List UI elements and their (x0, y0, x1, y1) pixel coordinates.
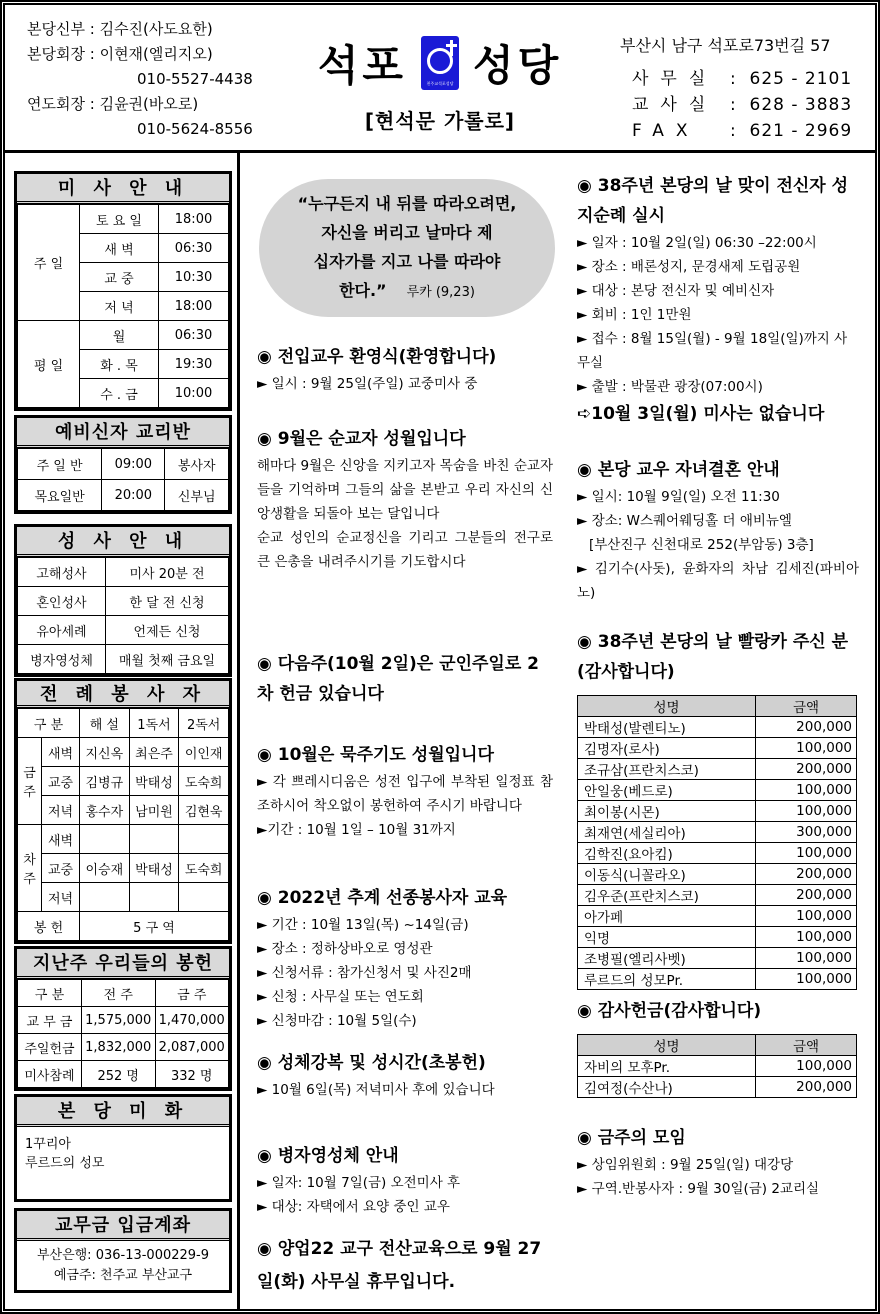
section-title: ◉ 금주의 모임 (577, 1128, 686, 1148)
section-title: ◉ 9월은 순교자 성월입니다 (257, 429, 466, 449)
flowers-title: 본 당 미 화 (17, 1097, 229, 1127)
donor-name: 이동식(니꼴라오) (578, 864, 756, 885)
section-welcome (257, 342, 553, 396)
church-logo-icon: 천주교석포성당 (421, 36, 459, 90)
address: 부산시 남구 석포로73번길 57 (620, 36, 831, 55)
section-thanks-offering (577, 996, 859, 1098)
section-line: ► 대상 : 본당 전신자 및 예비신자 (577, 283, 775, 299)
table-row (578, 1056, 857, 1077)
mass-time: 18:00 (159, 205, 229, 234)
mass-slot: 저녁 (42, 796, 80, 825)
mass-schedule-box (14, 171, 232, 411)
table-row (578, 906, 857, 927)
section-line: ► 일자 : 10월 2일(일) 06:30 –22:00시 (577, 235, 817, 251)
quote-reference: 루카 (9,23) (406, 285, 475, 300)
offering-curr: 1,470,000 (155, 1007, 229, 1034)
mass-schedule-title: 미 사 안 내 (17, 174, 229, 204)
catechumen-title: 예비신자 교리반 (17, 418, 229, 448)
donor-amount: 200,000 (756, 885, 857, 906)
col-header: 전 주 (82, 980, 156, 1007)
sacrament-info: 매월 첫째 금요일 (106, 645, 229, 674)
section-line: ► 일시 : 9월 25일(주일) 교중미사 중 (257, 376, 478, 392)
quote-line: 한다.” (339, 281, 387, 300)
section-line: 해마다 9월은 신앙을 지키고자 목숨을 바친 순교자들을 기억하며 그들의 삶을 본받고 우리 자신의 신앙생활을 되돌아 보는 달입니다 (257, 458, 553, 522)
mass-slot: 새벽 (42, 738, 80, 767)
sacrament-name: 유아세례 (18, 616, 106, 645)
section-military-sunday (257, 649, 553, 709)
mass-slot: 교중 (42, 854, 80, 883)
section-title: ◉ 본당 교우 자녀결혼 안내 (577, 460, 780, 480)
donor-name: 김우준(프란치스코) (578, 885, 756, 906)
table-row (578, 948, 857, 969)
mass-name: 새 벽 (80, 234, 159, 263)
table-row (578, 801, 857, 822)
section-line: ► 신청마감 : 10월 5일(수) (257, 1013, 417, 1029)
section-funeral-training (257, 883, 553, 1033)
offerings-title: 지난주 우리들의 봉헌 (17, 949, 229, 979)
section-rosary-month (257, 740, 553, 842)
staff-memorial-phone: 010-5624-8556 (137, 120, 253, 138)
offerings-table (17, 979, 229, 1088)
quote-line: 자신을 버리고 날마다 제 (321, 223, 493, 242)
staff-president-phone: 010-5527-4438 (137, 70, 253, 88)
mass-name: 교 중 (80, 263, 159, 292)
section-line: ► 상임위원회 : 9월 25일(일) 대강당 (577, 1157, 794, 1173)
mass-time: 10:30 (159, 263, 229, 292)
bank-account: 부산은행: 036-13-000229-9 (36, 1248, 210, 1263)
table-row (578, 843, 857, 864)
flowers-line: 루르드의 성모 (25, 1156, 105, 1171)
mass-time: 10:00 (159, 379, 229, 408)
section-line: ► 10월 6일(목) 저녁미사 후에 있습니다 (257, 1082, 495, 1098)
class-name: 목요일반 (18, 480, 102, 511)
scripture-quote (259, 179, 555, 317)
section-pilgrimage (577, 171, 859, 429)
section-line: ► 일자: 10월 7일(금) 오전미사 후 (257, 1175, 461, 1191)
donor-amount: 100,000 (756, 801, 857, 822)
col-header: 1독서 (129, 709, 179, 738)
col-header: 구 분 (18, 709, 80, 738)
mass-slot: 새벽 (42, 825, 80, 854)
offering-prev: 1,832,000 (82, 1034, 156, 1061)
commentator (80, 883, 130, 912)
sacraments-table (17, 557, 229, 674)
section-line: ►기간 : 10월 1일 – 10월 31까지 (257, 822, 456, 838)
section-title: ◉ 전입교우 환영식(환영합니다) (257, 347, 497, 367)
section-title: ◉ 양업22 교구 전산교육으로 9월 27일(화) 사무실 휴무입니다. (257, 1239, 542, 1292)
liturgy-servers-table (17, 708, 229, 941)
weekday-label: 평 일 (18, 321, 80, 408)
table-row (578, 864, 857, 885)
offering-prev: 252 명 (82, 1061, 156, 1088)
this-week-label: 금주 (18, 738, 42, 825)
donor-name: 아가페 (578, 906, 756, 927)
account-box (14, 1208, 232, 1293)
staff-president: 본당회장 : 이현재(엘리지오) (27, 45, 213, 63)
mass-name: 화 . 목 (80, 350, 159, 379)
sacrament-info: 미사 20분 전 (106, 558, 229, 587)
reader-1 (129, 825, 179, 854)
section-title: ◉ 38주년 본당의 날 맞이 전신자 성지순례 실시 (577, 176, 849, 226)
mass-name: 토 요 일 (80, 205, 159, 234)
donor-name: 김학진(요아킴) (578, 843, 756, 864)
section-title: ◉ 다음주(10월 2일)은 군인주일로 2차 헌금 있습니다 (257, 654, 540, 704)
mass-time: 06:30 (159, 321, 229, 350)
col-header: 금 주 (155, 980, 229, 1007)
section-martyrs-month (257, 424, 553, 574)
section-title: ◉ 감사헌금(감사합니다) (577, 1001, 762, 1021)
section-line: ► 일시: 10월 9일(일) 오전 11:30 (577, 489, 780, 505)
mass-name: 수 . 금 (80, 379, 159, 408)
title-left: 석포 (317, 41, 407, 90)
section-donors (577, 627, 859, 990)
commentator (80, 825, 130, 854)
left-column (5, 153, 240, 1309)
table-row (578, 717, 857, 738)
reader-2: 도숙희 (179, 854, 229, 883)
mass-time: 06:30 (159, 234, 229, 263)
catechumen-table (17, 448, 229, 511)
sunday-label: 주 일 (18, 205, 80, 321)
donor-name: 김명자(로사) (578, 738, 756, 759)
contact-fax: FAX : 621 - 2969 (632, 121, 853, 141)
class-time: 20:00 (102, 480, 165, 511)
section-title: ◉ 2022년 추계 선종봉사자 교육 (257, 888, 508, 908)
staff-list (27, 17, 253, 142)
sacraments-title: 성 사 안 내 (17, 527, 229, 557)
sacrament-name: 혼인성사 (18, 587, 106, 616)
offering-curr: 332 명 (155, 1061, 229, 1088)
section-title: ◉ 38주년 본당의 날 빨랑카 주신 분(감사합니다) (577, 632, 849, 682)
class-teacher: 봉사자 (165, 449, 229, 480)
bulletin-header (5, 5, 875, 153)
col-header: 해 설 (80, 709, 130, 738)
church-title-block (305, 33, 575, 134)
middle-column (243, 153, 565, 1309)
col-header: 구 분 (18, 980, 82, 1007)
offering-label: 봉 헌 (18, 912, 80, 941)
reader-2 (179, 883, 229, 912)
offering-type: 미사참례 (18, 1061, 82, 1088)
sacrament-name: 고해성사 (18, 558, 106, 587)
section-line: ► 출발 : 박물관 광장(07:00시) (577, 379, 763, 395)
sacrament-info: 한 달 전 신청 (106, 587, 229, 616)
mass-name: 저 녁 (80, 292, 159, 321)
liturgy-servers-box (14, 678, 232, 944)
donor-name: 최이봉(시몬) (578, 801, 756, 822)
title-right: 성당 (473, 41, 563, 90)
section-line: 순교 성인의 순교정신을 기리고 그분들의 전구로 큰 은총을 내려주시기를 기도합시다 (257, 530, 553, 570)
donor-name: 최재연(세실리아) (578, 822, 756, 843)
section-title: ◉ 병자영성체 안내 (257, 1146, 399, 1166)
section-line: ► 구역.반봉사자 : 9월 30일(금) 2교리실 (577, 1181, 820, 1197)
liturgy-servers-title: 전 례 봉 사 자 (17, 681, 229, 708)
mass-time: 18:00 (159, 292, 229, 321)
donor-name: 루르드의 성모Pr. (578, 969, 756, 990)
reader-1: 박태성 (129, 854, 179, 883)
offering-curr: 2,087,000 (155, 1034, 229, 1061)
class-time: 09:00 (102, 449, 165, 480)
section-line: [부산진구 신천대로 252(부암동) 3층] (589, 537, 814, 553)
donor-amount: 100,000 (756, 927, 857, 948)
table-row (578, 885, 857, 906)
mass-slot: 저녁 (42, 883, 80, 912)
next-week-label: 차주 (18, 825, 42, 912)
contact-office: 사무실 : 625 - 2101 (632, 69, 853, 89)
class-teacher: 신부님 (165, 480, 229, 511)
reader-2: 도숙희 (179, 767, 229, 796)
commentator: 지신옥 (80, 738, 130, 767)
section-line: ► 각 쁘레시디움은 성전 입구에 부착된 일정표 참조하시어 착오없이 봉헌하여 주시기 바랍니다 (257, 774, 553, 814)
flowers-box (14, 1094, 232, 1202)
col-header: 금액 (756, 1035, 857, 1056)
table-row (578, 780, 857, 801)
no-mass-notice: ➪10월 3일(월) 미사는 없습니다 (577, 404, 825, 424)
class-name: 주 일 반 (18, 449, 102, 480)
offering-type: 교 무 금 (18, 1007, 82, 1034)
col-header: 성명 (578, 1035, 756, 1056)
donor-name: 안일웅(베드로) (578, 780, 756, 801)
section-line: ► 김기수(사돗), 윤화자의 차남 김세진(파비아노) (577, 561, 859, 601)
flowers-line: 1꾸리아 (25, 1137, 71, 1152)
offerings-box (14, 946, 232, 1091)
donor-name: 익명 (578, 927, 756, 948)
staff-pastor: 본당신부 : 김수진(사도요한) (27, 20, 213, 38)
commentator: 홍수자 (80, 796, 130, 825)
section-line: ► 대상: 자택에서 요양 중인 교우 (257, 1199, 450, 1215)
section-sick-communion (257, 1141, 553, 1219)
donor-name: 박태성(발렌티노) (578, 717, 756, 738)
donor-amount: 100,000 (756, 1056, 857, 1077)
section-benediction (257, 1048, 553, 1102)
section-wedding (577, 455, 859, 605)
thanks-table (577, 1034, 857, 1098)
section-line: ► 기간 : 10월 13일(목) ~14일(금) (257, 917, 469, 933)
table-row (578, 927, 857, 948)
catechumen-box (14, 415, 232, 514)
section-line: ► 장소 : 배론성지, 문경새제 도립공원 (577, 259, 801, 275)
mass-schedule-table (17, 204, 229, 408)
donor-amount: 100,000 (756, 906, 857, 927)
quote-line: “누구든지 내 뒤를 따라오려면, (297, 194, 517, 213)
donor-amount: 200,000 (756, 717, 857, 738)
account-holder: 예금주: 천주교 부산교구 (53, 1268, 193, 1283)
section-line: ► 장소 : 정하상바오로 영성관 (257, 941, 433, 957)
donor-amount: 100,000 (756, 780, 857, 801)
section-line: ► 신청 : 사무실 또는 연도회 (257, 989, 424, 1005)
section-line: ► 장소: W스퀘어웨딩홀 더 애비뉴엘 (577, 513, 792, 529)
section-office-closed (257, 1233, 553, 1299)
donor-amount: 200,000 (756, 759, 857, 780)
section-line: ► 접수 : 8월 15일(월) - 9월 18일(일)까지 사무실 (577, 331, 848, 371)
donor-amount: 100,000 (756, 948, 857, 969)
donor-name: 조병필(엘리사벳) (578, 948, 756, 969)
donors-table (577, 695, 857, 990)
section-title: ◉ 10월은 묵주기도 성월입니다 (257, 745, 494, 765)
right-column (565, 153, 870, 1309)
commentator: 이승재 (80, 854, 130, 883)
commentator: 김병규 (80, 767, 130, 796)
reader-2: 이인재 (179, 738, 229, 767)
col-header: 성명 (578, 696, 756, 717)
staff-memorial-president: 연도회장 : 김윤권(바오로) (27, 95, 199, 113)
mass-name: 월 (80, 321, 159, 350)
table-row (578, 969, 857, 990)
quote-line: 십자가를 지고 나를 따라야 (313, 252, 501, 271)
donor-name: 자비의 모후Pr. (578, 1056, 756, 1077)
section-weekly-meetings (577, 1123, 859, 1201)
mass-slot: 교중 (42, 767, 80, 796)
col-header: 2독서 (179, 709, 229, 738)
donor-amount: 200,000 (756, 1077, 857, 1098)
section-line: ► 회비 : 1인 1만원 (577, 307, 692, 323)
donor-name: 조규삼(프란치스코) (578, 759, 756, 780)
table-row (578, 738, 857, 759)
donor-name: 김여정(수산나) (578, 1077, 756, 1098)
sacrament-name: 병자영성체 (18, 645, 106, 674)
reader-1: 박태성 (129, 767, 179, 796)
account-title: 교무금 입금계좌 (17, 1211, 229, 1241)
donor-amount: 100,000 (756, 969, 857, 990)
offering-prev: 1,575,000 (82, 1007, 156, 1034)
reader-1: 최은주 (129, 738, 179, 767)
donor-amount: 300,000 (756, 822, 857, 843)
donor-amount: 100,000 (756, 738, 857, 759)
section-title: ◉ 성체강복 및 성시간(초봉헌) (257, 1053, 486, 1073)
offering-district: 5 구 역 (80, 912, 229, 941)
donor-amount: 200,000 (756, 864, 857, 885)
mass-time: 19:30 (159, 350, 229, 379)
donor-amount: 100,000 (756, 843, 857, 864)
contact-teachers: 교사실 : 628 - 3883 (632, 95, 853, 115)
table-row (578, 759, 857, 780)
reader-1: 남미원 (129, 796, 179, 825)
reader-2 (179, 825, 229, 854)
offering-type: 주일헌금 (18, 1034, 82, 1061)
contact-info (620, 33, 852, 144)
patron-subtitle: [현석문 가롤로] (364, 109, 516, 133)
table-row (578, 1077, 857, 1098)
sacrament-info: 언제든 신청 (106, 616, 229, 645)
col-header: 금액 (756, 696, 857, 717)
table-row (578, 822, 857, 843)
sacraments-box (14, 524, 232, 677)
reader-1 (129, 883, 179, 912)
section-line: ► 신청서류 : 참가신청서 및 사진2매 (257, 965, 472, 981)
reader-2: 김현욱 (179, 796, 229, 825)
